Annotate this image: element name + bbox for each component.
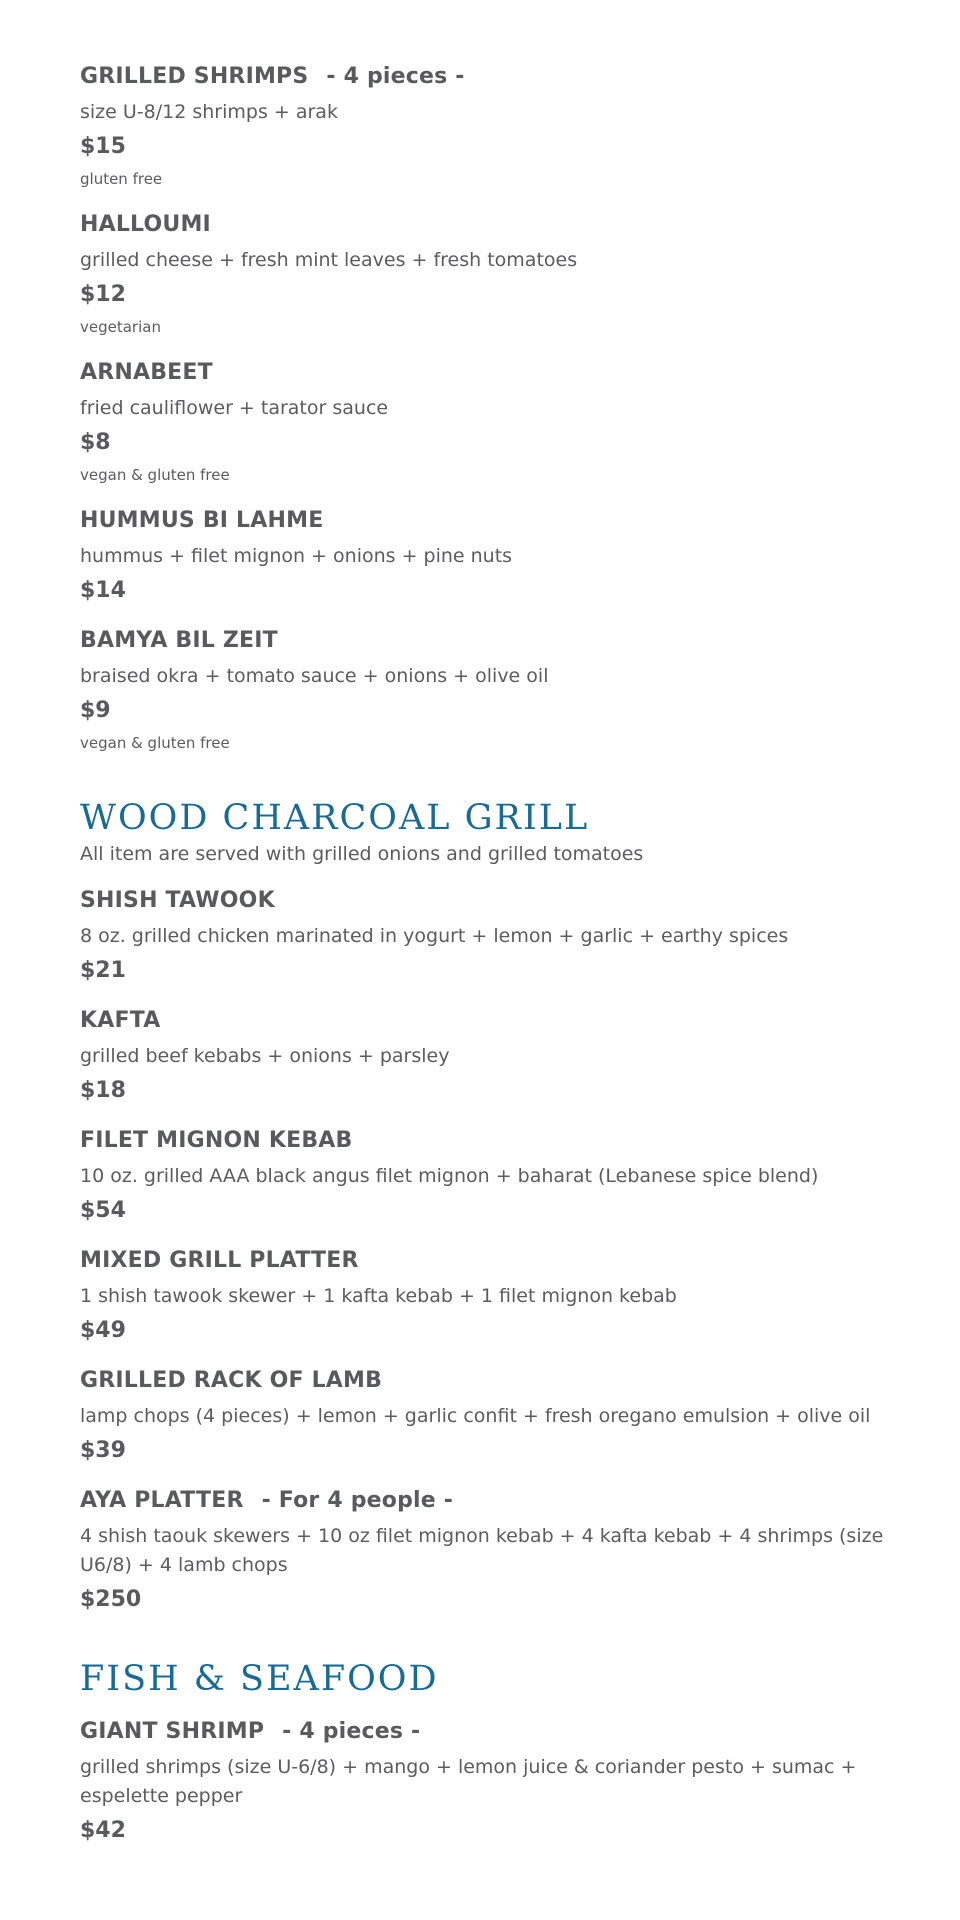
menu-page — [80, 62, 900, 1866]
item-description: grilled shrimps (size U-6/8) + mango + lemon juice & coriander pesto + sumac + espelette pepper — [80, 1756, 857, 1807]
item-price: $250 — [80, 1587, 142, 1612]
item-description: lamp chops (4 pieces) + lemon + garlic confit + fresh oregano emulsion + olive oil — [80, 1405, 871, 1427]
item-description: braised okra + tomato sauce + onions + olive oil — [80, 665, 549, 687]
section-subheading-grill: All item are served with grilled onions and grilled tomatoes — [80, 843, 644, 865]
item-note: - 4 pieces - — [282, 1719, 421, 1744]
item-title: ARNABEET — [80, 360, 213, 385]
item-title: GRILLED SHRIMPS - 4 pieces - — [80, 64, 465, 89]
item-title: GRILLED RACK OF LAMB — [80, 1368, 383, 1393]
menu-item — [80, 1366, 900, 1466]
item-diet: gluten free — [80, 170, 163, 188]
menu-item — [80, 210, 900, 338]
item-description: size U-8/12 shrimps + arak — [80, 101, 338, 123]
item-price: $54 — [80, 1198, 126, 1223]
item-description: 10 oz. grilled AAA black angus filet mignon + baharat (Lebanese spice blend) — [80, 1165, 819, 1187]
menu-item — [80, 506, 900, 606]
item-price: $42 — [80, 1818, 126, 1843]
item-price: $18 — [80, 1078, 126, 1103]
menu-item — [80, 1717, 900, 1846]
item-diet: vegan & gluten free — [80, 734, 230, 752]
menu-item — [80, 626, 900, 754]
item-title: HALLOUMI — [80, 212, 211, 237]
menu-item — [80, 62, 900, 190]
section-heading-grill: WOOD CHARCOAL GRILL — [80, 798, 590, 838]
item-description: grilled beef kebabs + onions + parsley — [80, 1045, 450, 1067]
item-title: GIANT SHRIMP - 4 pieces - — [80, 1719, 421, 1744]
item-title: KAFTA — [80, 1008, 161, 1033]
item-price: $8 — [80, 430, 111, 455]
section-heading-seafood: FISH & SEAFOOD — [80, 1659, 439, 1699]
item-price: $21 — [80, 958, 126, 983]
item-price: $39 — [80, 1438, 126, 1463]
item-diet: vegan & gluten free — [80, 466, 230, 484]
item-description: fried cauliflower + tarator sauce — [80, 397, 389, 419]
item-description: hummus + filet mignon + onions + pine nuts — [80, 545, 513, 567]
menu-item — [80, 1126, 900, 1226]
menu-item — [80, 886, 900, 986]
item-price: $12 — [80, 282, 126, 307]
item-diet: vegetarian — [80, 318, 161, 336]
item-title: MIXED GRILL PLATTER — [80, 1248, 359, 1273]
item-price: $15 — [80, 134, 126, 159]
item-price: $9 — [80, 698, 111, 723]
item-title: SHISH TAWOOK — [80, 888, 275, 913]
item-title: FILET MIGNON KEBAB — [80, 1128, 353, 1153]
item-title: BAMYA BIL ZEIT — [80, 628, 278, 653]
item-description: grilled cheese + fresh mint leaves + fresh tomatoes — [80, 249, 578, 271]
item-description: 4 shish taouk skewers + 10 oz filet mignon kebab + 4 kafta kebab + 4 shrimps (size U6/8) + 4 lamb chops — [80, 1525, 884, 1576]
item-note: - For 4 people - — [261, 1488, 454, 1513]
item-description: 8 oz. grilled chicken marinated in yogurt + lemon + garlic + earthy spices — [80, 925, 789, 947]
menu-item — [80, 1246, 900, 1346]
item-description: 1 shish tawook skewer + 1 kafta kebab + 1 filet mignon kebab — [80, 1285, 677, 1307]
item-note: - 4 pieces - — [326, 64, 465, 89]
menu-item — [80, 1006, 900, 1106]
item-price: $14 — [80, 578, 126, 603]
item-title: HUMMUS BI LAHME — [80, 508, 324, 533]
item-title: AYA PLATTER - For 4 people - — [80, 1488, 454, 1513]
menu-item — [80, 1486, 900, 1615]
menu-item — [80, 358, 900, 486]
item-price: $49 — [80, 1318, 126, 1343]
